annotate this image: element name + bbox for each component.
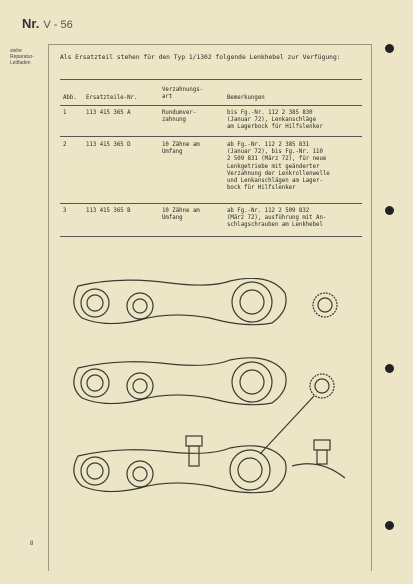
- header-abb: Abb.: [63, 95, 77, 101]
- steering-arm-3: [74, 436, 345, 493]
- intro-text: Als Ersatzteil stehen für den Typ 1/1302 folgende Lenkhebel zur Verfügung:: [60, 54, 341, 61]
- binder-hole: [385, 44, 394, 53]
- row-2-abb: 2: [63, 142, 67, 148]
- binder-hole: [385, 364, 394, 373]
- row-1-bemerkungen: bis Fg.-Nr. 112 2 385 830 (Januar 72), Lenkanschläge am Lagerbock für Hilfslenker: [227, 110, 323, 131]
- binder-hole: [385, 521, 394, 530]
- row-rule: [60, 136, 362, 137]
- row-2-bemerkungen: ab Fg.-Nr. 112 2 385 831 (Januar 72), bis Fg.-Nr. 110 2 509 831 (März 72), für neue Lenkgetriebe mit geänderter Verzahnung der Lenkrollenwelle und Lenkanschlägen am Lager- bock für Hilfslenker: [227, 142, 330, 192]
- side-note-line: Reparatur-: [10, 54, 34, 60]
- steering-arm-1: [74, 278, 337, 324]
- page-footer-number: 8: [30, 541, 34, 547]
- header-rule: [60, 105, 362, 106]
- row-3-part: 113 415 365 B: [86, 208, 131, 214]
- row-3-bemerkungen: ab Fg.-Nr. 112 2 509 832 (März 72), ausführung mit An- schlagschrauben am Lenkhebel: [227, 208, 327, 229]
- row-1-part: 113 415 365 A: [86, 110, 131, 116]
- document-number: [22, 16, 73, 31]
- row-1-abb: 1: [63, 110, 67, 116]
- table-top-rule: [60, 79, 362, 80]
- nr-value: V - 56: [43, 19, 73, 31]
- row-3-abb: 3: [63, 208, 67, 214]
- row-1-verzahnung: Rundumver- zahnung: [162, 110, 197, 124]
- row-2-verzahnung: 10 Zähne am Umfang: [162, 142, 200, 156]
- binder-hole: [385, 206, 394, 215]
- row-2-part: 113 415 365 D: [86, 142, 131, 148]
- row-3-verzahnung: 10 Zähne am Umfang: [162, 208, 200, 222]
- side-note: [10, 48, 46, 66]
- steering-arm-2: [74, 358, 334, 454]
- header-bemerkungen: Bemerkungen: [227, 95, 265, 101]
- steering-arm-drawing: [60, 278, 350, 518]
- table-bottom-rule: [60, 236, 362, 237]
- row-rule: [60, 203, 362, 204]
- header-verzahnung: Verzahnungs- art: [162, 87, 204, 101]
- side-note-line: Leitfaden: [10, 60, 31, 66]
- nr-label: Nr.: [22, 16, 40, 31]
- header-part-number: Ersatzteile-Nr.: [86, 95, 138, 101]
- side-note-line: siehe: [10, 48, 22, 54]
